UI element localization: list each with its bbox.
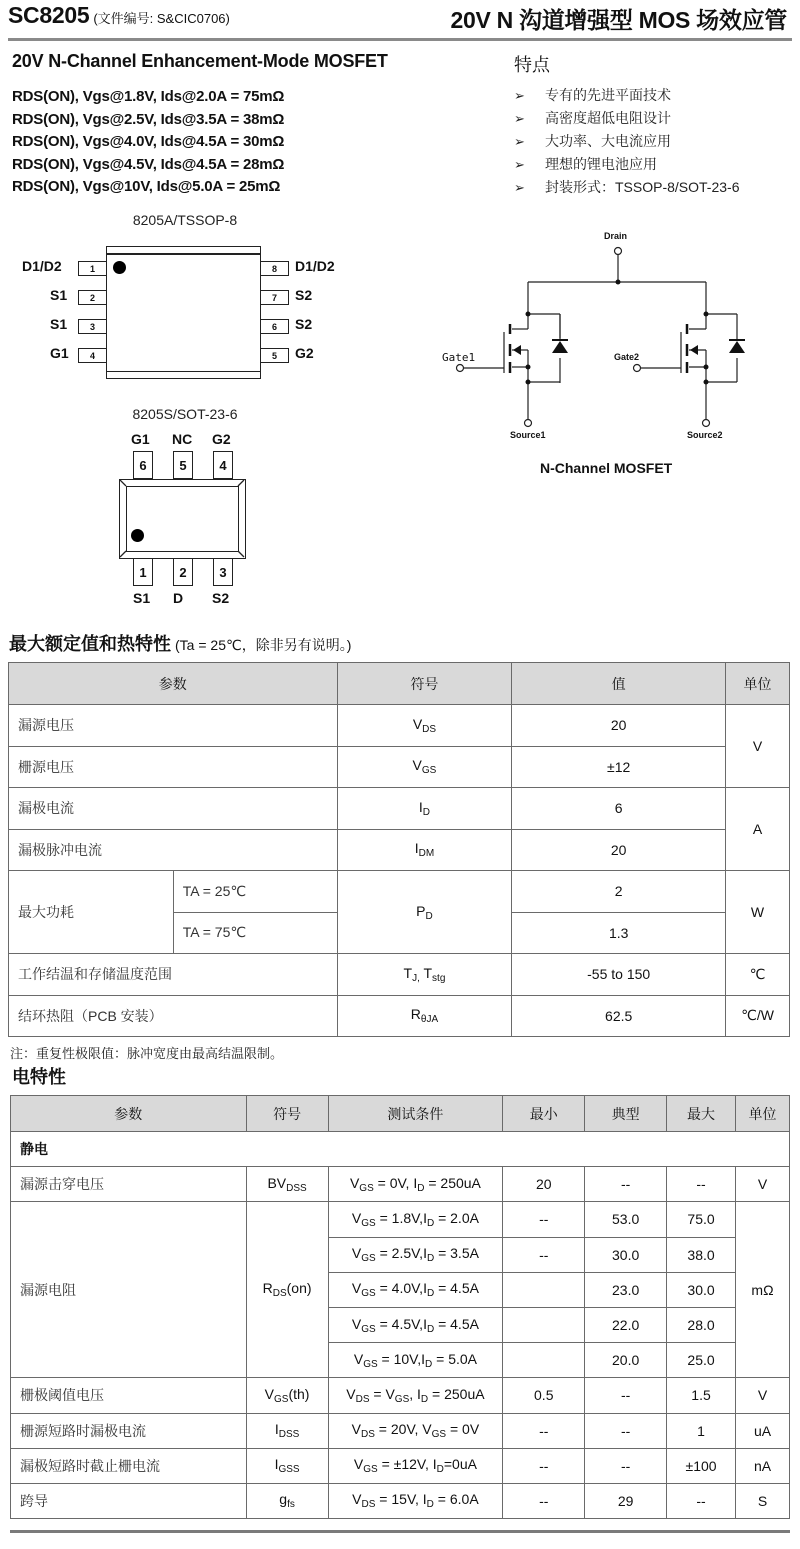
- symbol-cell: $V_{DS}$: [337, 705, 512, 747]
- unit-cell: A: [726, 788, 790, 871]
- table-row: [9, 705, 790, 747]
- part-number: SC8205: [8, 2, 90, 28]
- param-cell: 漏极电流: [9, 788, 338, 830]
- table-row: [11, 1202, 790, 1237]
- param-cell: 栅极阈值电压: [11, 1378, 247, 1413]
- param-cell: 工作结温和存储温度范围: [9, 954, 338, 996]
- unit-cell: uA: [736, 1413, 790, 1448]
- min-cell: --: [503, 1202, 585, 1237]
- column-header: 最小: [503, 1096, 585, 1132]
- table-header-row: [9, 663, 790, 705]
- header-divider: [8, 38, 792, 41]
- condition-cell: $V_{DS} = 15V$, $I_D = 6.0A$: [328, 1483, 503, 1518]
- value-cell: 62.5: [512, 995, 726, 1037]
- package-band: [107, 371, 260, 373]
- max-cell: 75.0: [667, 1202, 736, 1237]
- condition-cell: TA = 25℃: [173, 871, 337, 913]
- param-cell: 栅源短路时漏极电流: [11, 1413, 247, 1448]
- drain-label: Drain: [604, 231, 628, 241]
- product-subtitle: 20V N-Channel Enhancement-Mode MOSFET: [12, 51, 388, 71]
- pin-7: 7: [260, 290, 289, 305]
- gate1-label: Gate1: [442, 351, 476, 364]
- value-cell: 20: [512, 829, 726, 871]
- schematic-caption: N-Channel MOSFET: [540, 460, 673, 476]
- min-cell: [503, 1272, 585, 1307]
- symbol-cell: $I_{DM}$: [337, 829, 512, 871]
- pin-label: S2: [295, 287, 313, 303]
- pin-1: 1: [133, 558, 153, 586]
- section-title: 最大额定值和热特性: [9, 634, 171, 654]
- pin-label: G2: [212, 431, 231, 447]
- column-header: 参数: [11, 1096, 247, 1132]
- rds-spec-item: RDS(ON), Vgs@4.0V, Ids@4.5A = 30mΩ: [12, 133, 285, 150]
- table-row: [11, 1413, 790, 1448]
- arrow-bullet-icon: ➢: [514, 111, 525, 126]
- typ-cell: --: [585, 1413, 667, 1448]
- column-header: 单位: [726, 663, 790, 705]
- symbol-cell: $I_{DSS}$: [246, 1413, 328, 1448]
- typ-cell: 53.0: [585, 1202, 667, 1237]
- pin-4: 4: [213, 451, 233, 479]
- feature-item: [514, 107, 739, 130]
- table-header-row: [11, 1096, 790, 1132]
- value-cell: 1.3: [512, 912, 726, 954]
- min-cell: --: [503, 1237, 585, 1272]
- section-row: [11, 1132, 790, 1167]
- value-cell: ±12: [512, 746, 726, 788]
- param-cell: 漏源电阻: [11, 1202, 247, 1378]
- feature-text: 理想的锂电池应用: [545, 156, 657, 172]
- electrical-table: [10, 1095, 790, 1519]
- table-row: [9, 788, 790, 830]
- table-row: [9, 954, 790, 996]
- symbol-cell: $g_{fs}$: [246, 1483, 328, 1518]
- typ-cell: 29: [585, 1483, 667, 1518]
- pin-5: 5: [173, 451, 193, 479]
- table-row: [11, 1378, 790, 1413]
- symbol-cell: $R_{DS}(on)$: [246, 1202, 328, 1378]
- pin1-marker-icon: [113, 261, 126, 274]
- sot23-body: [119, 479, 246, 559]
- section-condition: (Ta = 25℃，除非另有说明。): [175, 637, 352, 653]
- part-number-heading: [8, 2, 230, 29]
- param-cell: 栅源电压: [9, 746, 338, 788]
- electrical-title: 电特性: [12, 1067, 66, 1087]
- pin-label: D1/D2: [22, 258, 62, 274]
- pin-3: 3: [213, 558, 233, 586]
- table-row: [11, 1167, 790, 1202]
- pin-1: 1: [78, 261, 107, 276]
- min-cell: --: [503, 1483, 585, 1518]
- value-cell: 2: [512, 871, 726, 913]
- symbol-cell: $I_D$: [337, 788, 512, 830]
- feature-text: 封装形式：TSSOP-8/SOT-23-6: [545, 179, 740, 195]
- column-header: 最大: [667, 1096, 736, 1132]
- table-row: [9, 746, 790, 788]
- min-cell: [503, 1343, 585, 1378]
- pin-6: 6: [260, 319, 289, 334]
- pin-label: S1: [50, 287, 68, 303]
- mosfet-schematic: [420, 220, 800, 455]
- column-header: 单位: [736, 1096, 790, 1132]
- unit-cell: V: [726, 705, 790, 788]
- unit-cell: S: [736, 1483, 790, 1518]
- feature-item: [514, 84, 739, 107]
- max-cell: 28.0: [667, 1307, 736, 1342]
- arrow-bullet-icon: ➢: [514, 180, 525, 195]
- arrow-bullet-icon: ➢: [514, 157, 525, 172]
- max-ratings-table: [8, 662, 790, 1037]
- unit-cell: W: [726, 871, 790, 954]
- column-header: 参数: [9, 663, 338, 705]
- unit-cell: ℃: [726, 954, 790, 996]
- pin-3: 3: [78, 319, 107, 334]
- condition-cell: $V_{GS} = 4.0V,I_D = 4.5A$: [328, 1272, 503, 1307]
- gate2-label: Gate2: [614, 352, 640, 362]
- max-cell: --: [667, 1483, 736, 1518]
- symbol-cell: $I_{GSS}$: [246, 1448, 328, 1483]
- rds-spec-item: RDS(ON), Vgs@10V, Ids@5.0A = 25mΩ: [12, 178, 281, 195]
- sot23-title: 8205S/SOT-23-6: [132, 406, 238, 422]
- max-cell: --: [667, 1167, 736, 1202]
- pin-2: 2: [78, 290, 107, 305]
- value-cell: 20: [512, 705, 726, 747]
- max-cell: 1: [667, 1413, 736, 1448]
- condition-cell: $V_{GS} = \pm 12V$, $I_D=0uA$: [328, 1448, 503, 1483]
- typ-cell: 20.0: [585, 1343, 667, 1378]
- pin-4: 4: [78, 348, 107, 363]
- pin-label: S2: [212, 590, 230, 606]
- typ-cell: 23.0: [585, 1272, 667, 1307]
- param-cell: 结环热阻（PCB 安装）: [9, 995, 338, 1037]
- source1-label: Source1: [510, 430, 546, 440]
- value-cell: 6: [512, 788, 726, 830]
- feature-text: 大功率、大电流应用: [545, 133, 671, 149]
- pin-label: G1: [131, 431, 150, 447]
- column-header: 符号: [246, 1096, 328, 1132]
- condition-cell: $V_{GS} = 0V$, $I_D = 250uA$: [328, 1167, 503, 1202]
- condition-cell: $V_{GS} = 10V,I_D = 5.0A$: [328, 1343, 503, 1378]
- features-title: 特点: [514, 55, 550, 75]
- feature-text: 高密度超低电阻设计: [545, 110, 671, 126]
- max-cell: 25.0: [667, 1343, 736, 1378]
- unit-cell: V: [736, 1378, 790, 1413]
- table-row: [11, 1448, 790, 1483]
- features-list: [514, 84, 739, 199]
- tssop8-title: 8205A/TSSOP-8: [132, 212, 238, 228]
- pin1-marker-icon: [131, 529, 144, 542]
- tssop8-body: [106, 246, 261, 379]
- param-cell: 漏极脉冲电流: [9, 829, 338, 871]
- pin-label: S1: [133, 590, 151, 606]
- table-row: [9, 871, 790, 913]
- symbol-cell: $R_{\theta JA}$: [337, 995, 512, 1037]
- min-cell: 0.5: [503, 1378, 585, 1413]
- unit-cell: mΩ: [736, 1202, 790, 1378]
- condition-cell: $V_{DS} = 20V$, $V_{GS} = 0V$: [328, 1413, 503, 1448]
- pin-5: 5: [260, 348, 289, 363]
- pin-label: D: [173, 590, 184, 606]
- condition-cell: $V_{DS} = V_{GS}$, $I_D = 250uA$: [328, 1378, 503, 1413]
- symbol-cell: $BV_{DSS}$: [246, 1167, 328, 1202]
- table-row: [11, 1483, 790, 1518]
- table-row: [9, 995, 790, 1037]
- typ-cell: --: [585, 1167, 667, 1202]
- max-ratings-title: [9, 630, 351, 656]
- pin-6: 6: [133, 451, 153, 479]
- footnote: 注：重复性极限值：脉冲宽度由最高结温限制。: [10, 1046, 284, 1061]
- unit-cell: V: [736, 1167, 790, 1202]
- unit-cell: ℃/W: [726, 995, 790, 1037]
- min-cell: --: [503, 1448, 585, 1483]
- feature-text: 专有的先进平面技术: [545, 87, 671, 103]
- typ-cell: 30.0: [585, 1237, 667, 1272]
- column-header: 符号: [337, 663, 512, 705]
- pin-8: 8: [260, 261, 289, 276]
- typ-cell: --: [585, 1378, 667, 1413]
- page-title-cn: 20V N 沟道增强型 MOS 场效应管: [450, 7, 787, 33]
- rds-spec-item: RDS(ON), Vgs@4.5V, Ids@4.5A = 28mΩ: [12, 155, 285, 173]
- column-header: 值: [512, 663, 726, 705]
- typ-cell: 22.0: [585, 1307, 667, 1342]
- value-cell: -55 to 150: [512, 954, 726, 996]
- condition-cell: $V_{GS} = 2.5V,I_D = 3.5A$: [328, 1237, 503, 1272]
- param-cell: 漏源击穿电压: [11, 1167, 247, 1202]
- condition-cell: $V_{GS} = 1.8V,I_D = 2.0A$: [328, 1202, 503, 1237]
- column-header: 典型: [585, 1096, 667, 1132]
- condition-cell: TA = 75℃: [173, 912, 337, 954]
- min-cell: --: [503, 1413, 585, 1448]
- min-cell: [503, 1307, 585, 1342]
- column-header: 测试条件: [328, 1096, 503, 1132]
- package-band: [107, 253, 260, 255]
- pin-label: NC: [172, 431, 193, 447]
- feature-item: [514, 153, 739, 176]
- section-label: 静电: [11, 1132, 790, 1167]
- arrow-bullet-icon: ➢: [514, 134, 525, 149]
- pin-label: D1/D2: [295, 258, 335, 274]
- rds-spec-item: RDS(ON), Vgs@2.5V, Ids@3.5A = 38mΩ: [12, 110, 285, 128]
- package-corner-lines: [120, 480, 245, 558]
- doc-number: (文件编号: S&CIC0706): [93, 11, 230, 26]
- max-cell: 38.0: [667, 1237, 736, 1272]
- param-cell: 跨导: [11, 1483, 247, 1518]
- param-cell: 漏源电压: [9, 705, 338, 747]
- source2-label: Source2: [687, 430, 723, 440]
- max-cell: 30.0: [667, 1272, 736, 1307]
- max-cell: ±100: [667, 1448, 736, 1483]
- footer-divider: [10, 1530, 790, 1533]
- min-cell: 20: [503, 1167, 585, 1202]
- symbol-cell: $V_{GS}(th)$: [246, 1378, 328, 1413]
- param-cell: 最大功耗: [9, 871, 174, 954]
- table-row: [9, 829, 790, 871]
- max-cell: 1.5: [667, 1378, 736, 1413]
- pin-label: S1: [50, 316, 68, 332]
- condition-cell: $V_{GS} = 4.5V,I_D = 4.5A$: [328, 1307, 503, 1342]
- pin-2: 2: [173, 558, 193, 586]
- rds-spec-list: [12, 86, 284, 199]
- feature-item: [514, 176, 739, 199]
- symbol-cell: $V_{GS}$: [337, 746, 512, 788]
- pin-label: G2: [295, 345, 314, 361]
- unit-cell: nA: [736, 1448, 790, 1483]
- feature-item: [514, 130, 739, 153]
- param-cell: 漏极短路时截止栅电流: [11, 1448, 247, 1483]
- rds-spec-item: RDS(ON), Vgs@1.8V, Ids@2.0A = 75mΩ: [12, 88, 285, 105]
- symbol-cell: $P_D$: [337, 871, 512, 954]
- typ-cell: --: [585, 1448, 667, 1483]
- pin-label: G1: [50, 345, 69, 361]
- symbol-cell: $T_{J,}$ $T_{stg}$: [337, 954, 512, 996]
- pin-label: S2: [295, 316, 313, 332]
- arrow-bullet-icon: ➢: [514, 88, 525, 103]
